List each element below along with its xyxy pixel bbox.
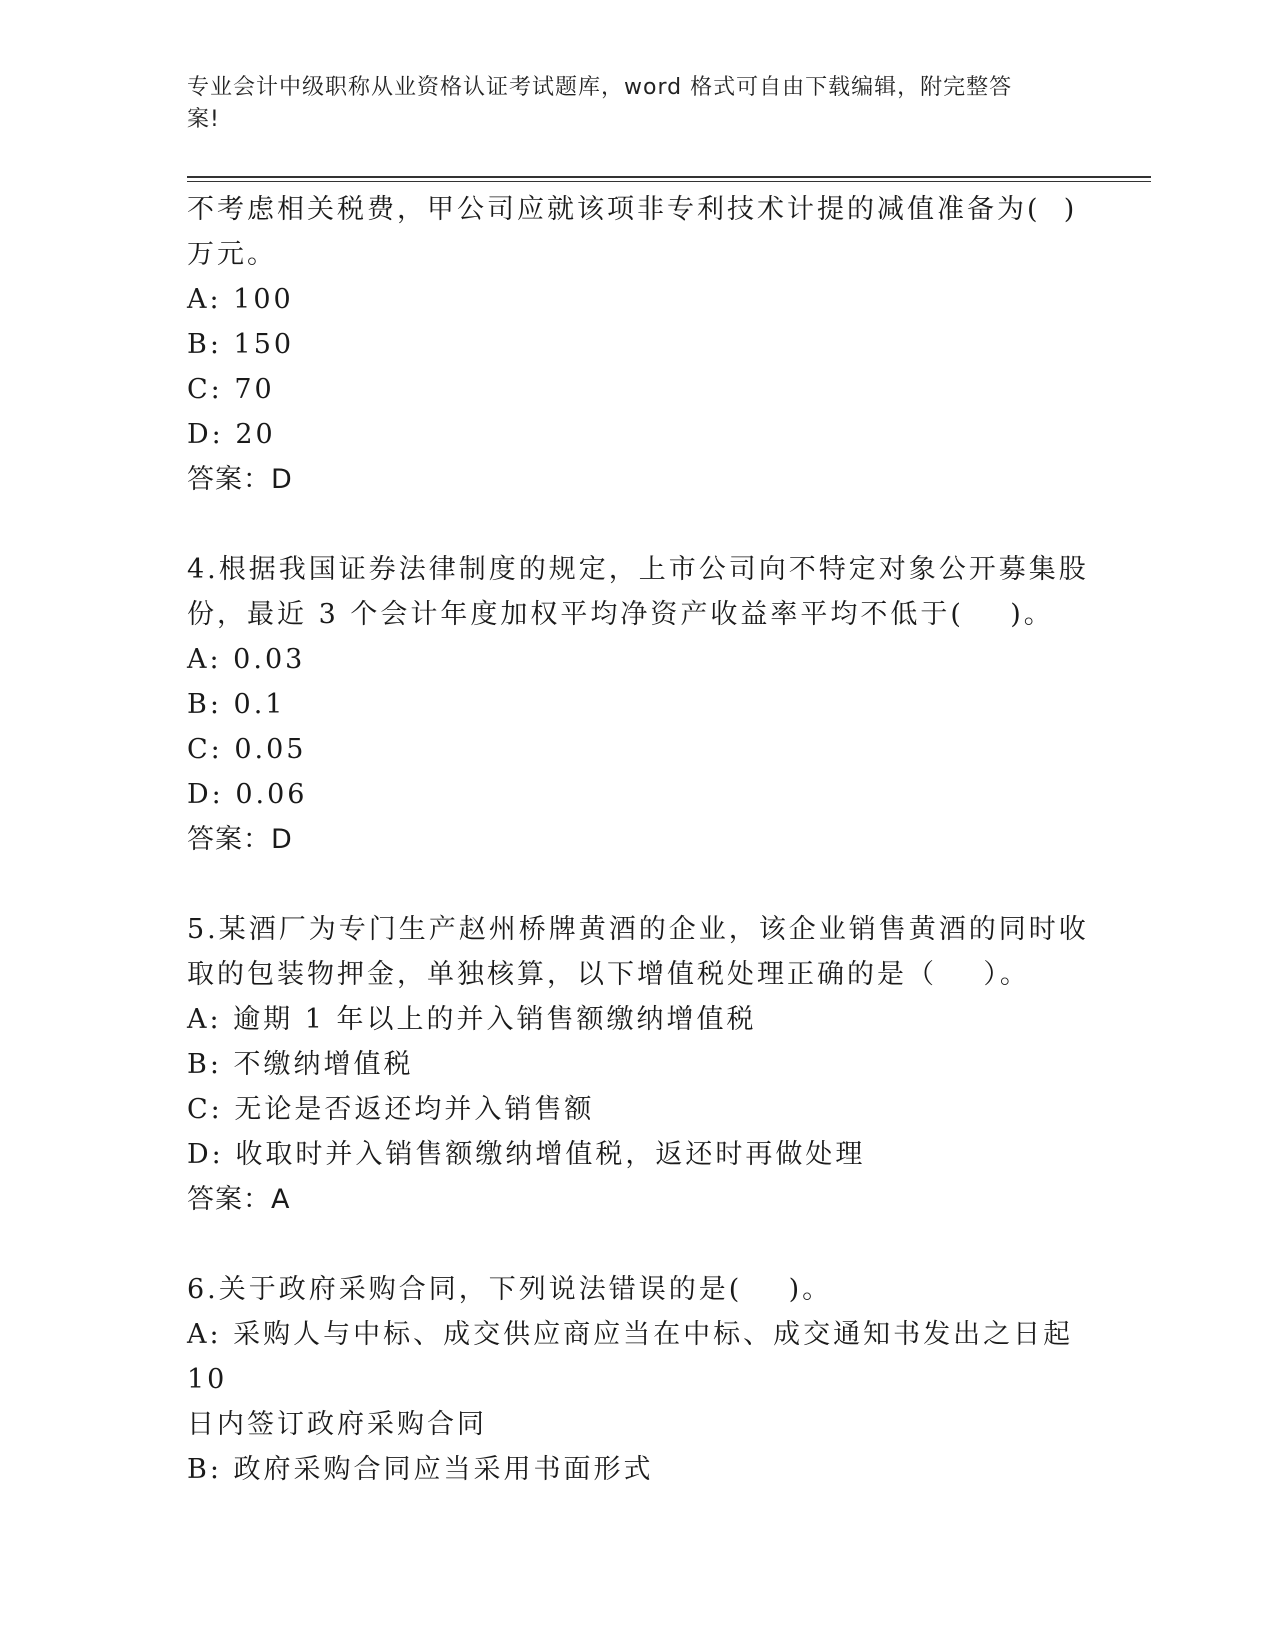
- option-c: C: 0.05: [187, 734, 307, 765]
- option-c: C: 70: [187, 374, 275, 405]
- page-header: [187, 72, 1067, 136]
- question-6: [187, 1267, 1107, 1492]
- option-a: A: 100: [187, 284, 294, 315]
- header-divider-thick: [187, 176, 1151, 178]
- option-a-continued: 日内签订政府采购合同: [187, 1409, 487, 1440]
- option-b: B: 0.1: [187, 689, 286, 720]
- option-b: B: 政府采购合同应当采用书面形式: [187, 1454, 654, 1485]
- option-a: A: 0.03: [187, 644, 306, 675]
- option-c: C: 无论是否返还均并入销售额: [187, 1094, 595, 1125]
- question-stem: 4.根据我国证券法律制度的规定，上市公司向不特定对象公开募集股: [187, 554, 1089, 585]
- option-a: A: 逾期 1 年以上的并入销售额缴纳增值税: [187, 1004, 757, 1035]
- question-stem: 万元。: [187, 239, 277, 270]
- option-d: D: 0.06: [187, 779, 308, 810]
- spacer: [187, 502, 1107, 547]
- question-list: [187, 187, 1107, 1492]
- header-line-2: 案!: [187, 107, 220, 132]
- question-5: [187, 907, 1107, 1222]
- option-a: A: 采购人与中标、成交供应商应当在中标、成交通知书发出之日起 10: [187, 1319, 1085, 1395]
- option-b: B: 不缴纳增值税: [187, 1049, 414, 1080]
- header-divider-thin: [187, 181, 1151, 182]
- question-3: [187, 187, 1107, 502]
- option-d: D: 20: [187, 419, 276, 450]
- question-stem: 份，最近 3 个会计年度加权平均净资产收益率平均不低于( )。: [187, 599, 1054, 630]
- option-d: D: 收取时并入销售额缴纳增值税，返还时再做处理: [187, 1139, 866, 1170]
- question-4: [187, 547, 1107, 862]
- question-stem: 6.关于政府采购合同，下列说法错误的是( )。: [187, 1274, 833, 1305]
- option-b: B: 150: [187, 329, 295, 360]
- question-stem: 取的包装物押金，单独核算，以下增值税处理正确的是（ ）。: [187, 959, 1030, 990]
- header-line-1: 专业会计中级职称从业资格认证考试题库，word 格式可自由下载编辑，附完整答: [187, 75, 1013, 100]
- question-stem: 5.某酒厂为专门生产赵州桥牌黄酒的企业，该企业销售黄酒的同时收: [187, 914, 1089, 945]
- spacer: [187, 862, 1107, 907]
- answer-label: 答案：A: [187, 1184, 291, 1215]
- spacer: [187, 1222, 1107, 1267]
- question-stem: 不考虑相关税费，甲公司应就该项非专利技术计提的减值准备为( ): [187, 194, 1078, 225]
- answer-label: 答案：D: [187, 824, 293, 855]
- answer-label: 答案：D: [187, 464, 293, 495]
